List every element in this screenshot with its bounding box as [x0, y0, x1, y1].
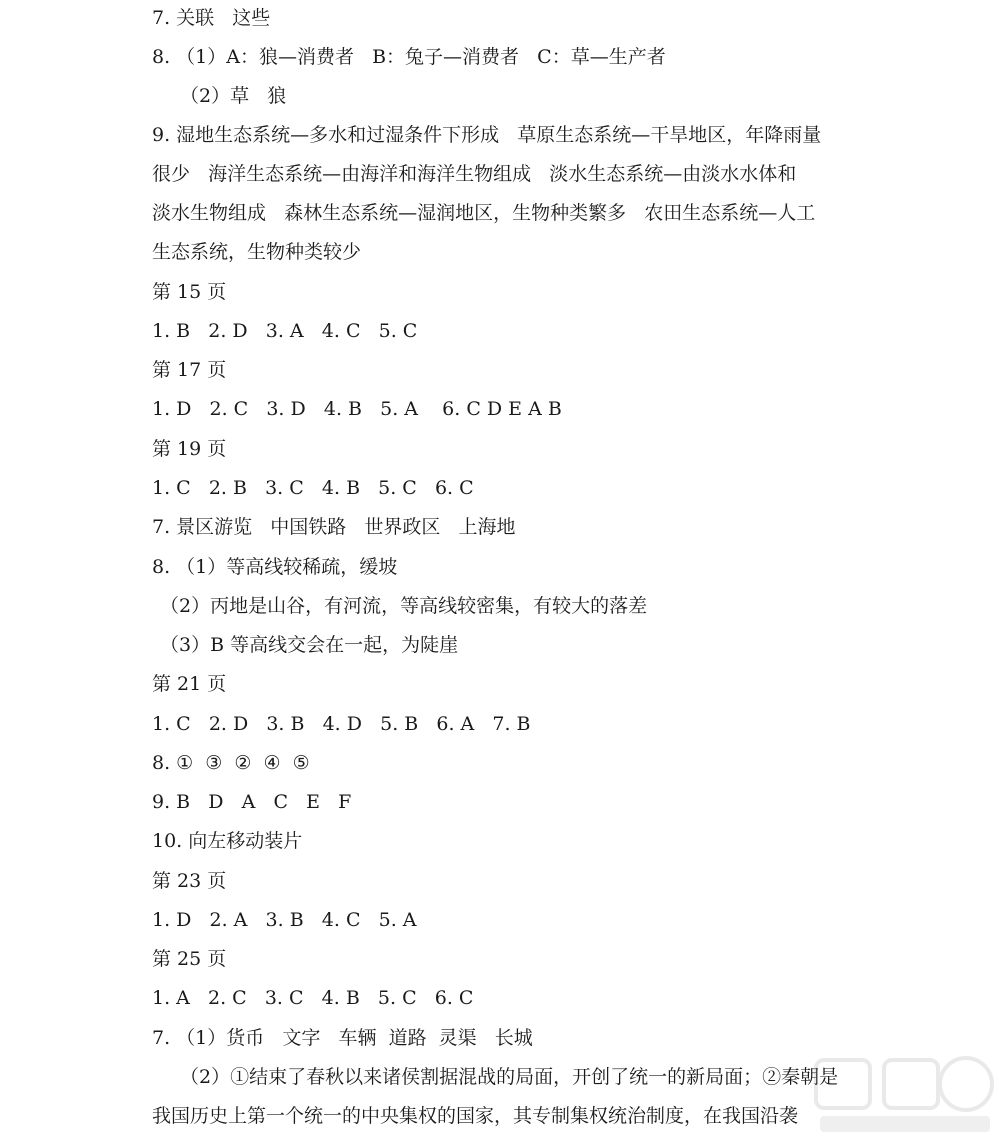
page-heading: 第 25 页	[152, 948, 227, 970]
answer-line: 9. B D A C E F	[152, 791, 352, 813]
answer-line: 我国历史上第一个统一的中央集权的国家，其专制集权统治制度，在我国沿袭	[152, 1105, 799, 1127]
answer-line: 淡水生物组成 森林生态系统—湿润地区，生物种类繁多 农田生态系统—人工	[152, 202, 816, 224]
watermark-logo	[806, 1046, 996, 1136]
answer-line: 8. ① ③ ② ④ ⑤	[152, 752, 310, 774]
answer-line: 7. 景区游览 中国铁路 世界政区 上海地	[152, 516, 516, 538]
page-heading: 第 21 页	[152, 673, 227, 695]
answer-line: 1. C 2. D 3. B 4. D 5. B 6. A 7. B	[152, 713, 531, 735]
page-heading: 第 15 页	[152, 281, 227, 303]
answer-line: 8. （1）A：狼—消费者 B：兔子—消费者 C：草—生产者	[152, 46, 666, 68]
answer-line: 很少 海洋生态系统—由海洋和海洋生物组成 淡水生态系统—由淡水水体和	[152, 163, 797, 185]
answer-line: 10. 向左移动装片	[152, 830, 303, 852]
answer-line: 7. 关联 这些	[152, 7, 271, 29]
answer-line: （2）丙地是山谷，有河流，等高线较密集，有较大的落差	[160, 595, 648, 617]
answer-line: （2）草 狼	[180, 85, 287, 107]
answer-line: 1. D 2. C 3. D 4. B 5. A 6. C D E A B	[152, 398, 562, 420]
answer-line: （2）①结束了春秋以来诸侯割据混战的局面，开创了统一的新局面；②秦朝是	[180, 1066, 839, 1088]
answer-line: 1. C 2. B 3. C 4. B 5. C 6. C	[152, 477, 474, 499]
answer-line: 1. A 2. C 3. C 4. B 5. C 6. C	[152, 987, 474, 1009]
answer-line: 9. 湿地生态系统—多水和过湿条件下形成 草原生态系统—干旱地区，年降雨量	[152, 124, 822, 146]
answer-line: 生态系统，生物种类较少	[152, 241, 362, 263]
answer-line: 8. （1）等高线较稀疏，缓坡	[152, 556, 398, 578]
page-heading: 第 19 页	[152, 438, 227, 460]
page-heading: 第 23 页	[152, 870, 227, 892]
page-heading: 第 17 页	[152, 359, 227, 381]
answer-line: 7. （1）货币 文字 车辆 道路 灵渠 长城	[152, 1027, 533, 1049]
answer-line: （3）B 等高线交会在一起，为陡崖	[160, 634, 459, 656]
answer-line: 1. D 2. A 3. B 4. C 5. A	[152, 909, 417, 931]
answer-line: 1. B 2. D 3. A 4. C 5. C	[152, 320, 418, 342]
